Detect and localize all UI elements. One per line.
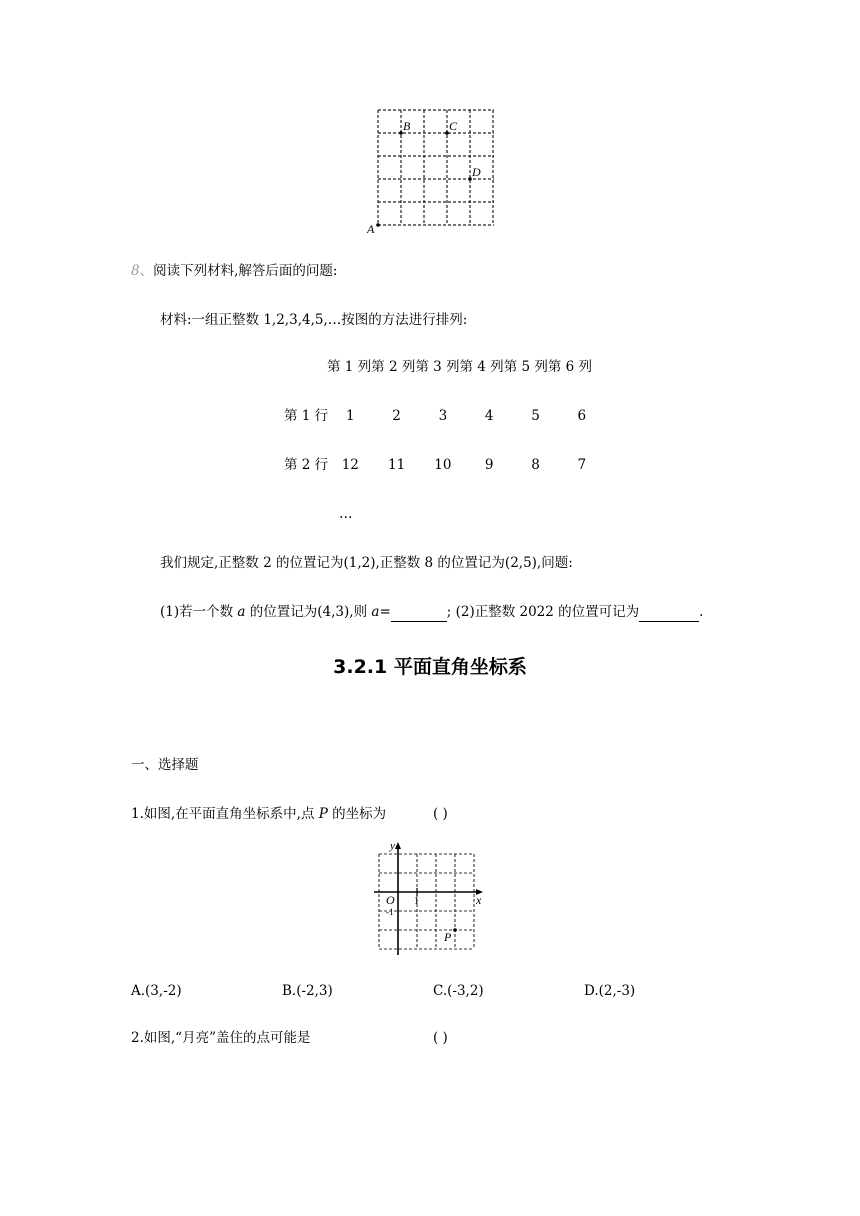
option-c[interactable]: C.(-3,2) (433, 983, 484, 999)
row-label: 第 2 行 (284, 457, 329, 473)
option-d[interactable]: D.(2,-3) (584, 983, 636, 999)
table-cell: 6 (577, 408, 587, 424)
q8-table-header (327, 358, 592, 376)
origin-label: O (386, 893, 395, 907)
grid-figure-points (360, 106, 500, 234)
table-cell: 7 (577, 457, 587, 473)
table-cell: 5 (531, 408, 540, 424)
table-cell: 2 (392, 408, 401, 424)
header-col-2: 第 2 列 (371, 359, 416, 375)
q8-prompt (131, 262, 337, 280)
table-cell: 1 (346, 408, 355, 424)
table-cell: 11 (388, 457, 406, 473)
option-b[interactable]: B.(-2,3) (282, 983, 333, 999)
option-a[interactable]: A.(3,-2) (131, 983, 182, 999)
header-col-6: 第 6 列 (547, 359, 593, 375)
table-cell: 12 (341, 457, 359, 473)
q2-answer-paren[interactable]: ( ) (433, 1030, 448, 1046)
q2-stem: 2.如图,“月亮”盖住的点可能是 (131, 1030, 311, 1046)
header-col-4: 第 4 列 (459, 359, 504, 375)
header-col-5: 第 5 列 (503, 359, 548, 375)
q8-prompt-text: 阅读下列材料,解答后面的问题: (153, 263, 338, 279)
q1-stem: 1.如图,在平面直角坐标系中,点 P 的坐标为 (131, 806, 387, 822)
table-cell: 8 (531, 457, 540, 473)
q8-number: 8 (131, 263, 140, 279)
y-axis-label: y (390, 840, 395, 852)
q8-question: (1)若一个数 a 的位置记为(4,3),则 a= ; (2)正整数 2022 的位置可记为 . (160, 604, 704, 620)
table-cell: 9 (484, 457, 494, 473)
q1-answer-paren[interactable]: ( ) (433, 806, 448, 822)
q8-table-row (284, 456, 606, 474)
q8-sep: 、 (139, 263, 154, 279)
point-label-p: P (444, 930, 452, 944)
header-col-3: 第 3 列 (415, 359, 460, 375)
point-label-a: A (367, 222, 375, 234)
tick-label-1: 1 (414, 896, 419, 907)
header-col-1: 第 1 列 (327, 359, 372, 375)
answer-blank-1[interactable] (391, 603, 447, 622)
var-p: P (318, 806, 328, 822)
q8-rule: 我们规定,正整数 2 的位置记为(1,2),正整数 8 的位置记为(2,5),问题: (160, 555, 573, 571)
part-heading: 一、选择题 (131, 757, 199, 773)
table-cell: 3 (438, 408, 448, 424)
point-label-b: B (403, 119, 411, 133)
x-axis-label: x (476, 893, 482, 907)
coordinate-figure (370, 838, 490, 956)
row-label: 第 1 行 (284, 408, 329, 424)
q8-material: 材料:一组正整数 1,2,3,4,5,…按图的方法进行排列: (160, 312, 468, 328)
point-label-d: D (472, 165, 481, 179)
section-title: 3.2.1 平面直角坐标系 (333, 656, 527, 678)
point-label-c: C (449, 119, 458, 133)
answer-blank-2[interactable] (639, 603, 699, 622)
table-cell: 10 (434, 457, 452, 473)
q8-table-row (284, 407, 606, 425)
var-a: a (237, 604, 246, 620)
tick-label-neg-1: -1 (386, 907, 394, 917)
var-a: a (371, 604, 380, 620)
q8-ellipsis: … (339, 506, 353, 522)
table-cell: 4 (484, 408, 494, 424)
